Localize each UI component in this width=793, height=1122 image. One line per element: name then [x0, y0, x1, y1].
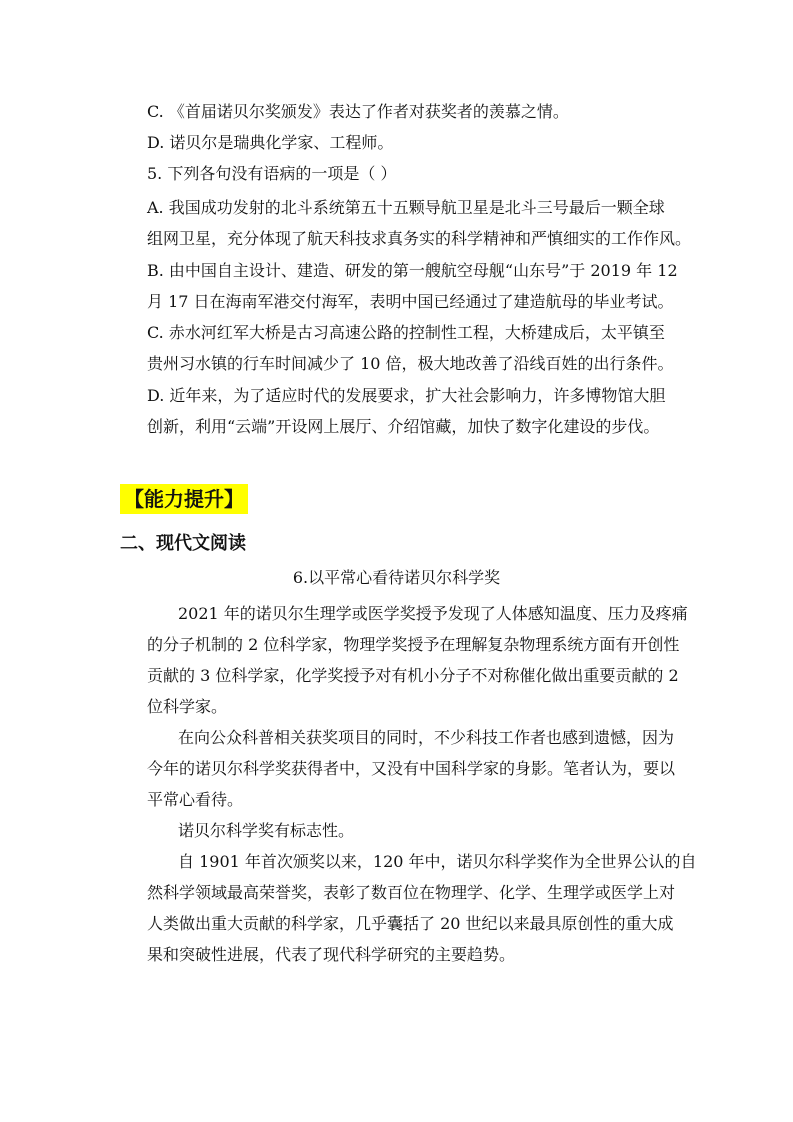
question-5-option-a-line2: 组网卫星，充分体现了航天科技求真务实的科学精神和严慎细实的工作作风。: [147, 229, 692, 248]
article-line: 诺贝尔科学奖有标志性。: [178, 821, 355, 840]
question-5-option-c-line2: 贵州习水镇的行车时间减少了 10 倍，极大地改善了沿线百姓的出行条件。: [147, 354, 674, 373]
ability-badge: 【能力提升】: [120, 484, 248, 514]
article-line: 位科学家。: [147, 697, 228, 716]
question-5-option-a-line1: A. 我国成功发射的北斗系统第五十五颗导航卫星是北斗三号最后一颗全球: [147, 198, 665, 217]
question-5-stem: 5. 下列各句没有语病的一项是（ ）: [147, 164, 397, 183]
article-line: 然科学领域最高荣誉奖，表彰了数百位在物理学、化学、生理学或医学上对: [147, 883, 676, 902]
question-5-option-d-line1: D. 近年来，为了适应时代的发展要求，扩大社会影响力，许多博物馆大胆: [147, 386, 666, 405]
question-5-option-b-line2: 月 17 日在海南军港交付海军，表明中国已经通过了建造航母的毕业考试。: [147, 292, 674, 311]
article-title: 6.以平常心看待诺贝尔科学奖: [292, 568, 501, 587]
question-5-option-b-line1: B. 由中国自主设计、建造、研发的第一艘航空母舰“山东号”于 2019 年 12: [147, 261, 678, 280]
question-5-option-d-line2: 创新，利用“云端”开设网上展厅、介绍馆藏，加快了数字化建设的步伐。: [147, 417, 660, 436]
article-line: 在向公众科普相关获奖项目的同时，不少科技工作者也感到遗憾，因为: [178, 728, 675, 747]
article-line: 2021 年的诺贝尔生理学或医学奖授予发现了人体感知温度、压力及疼痛: [178, 604, 688, 623]
article-line: 的分子机制的 2 位科学家，物理学奖授予在理解复杂物理系统方面有开创性: [147, 635, 680, 654]
article-line: 平常心看待。: [147, 790, 244, 809]
question-5-option-c-line1: C. 赤水河红军大桥是古习高速公路的控制性工程，大桥建成后，太平镇至: [147, 323, 665, 342]
section-heading: 二、现代文阅读: [120, 533, 246, 554]
article-line: 果和突破性进展，代表了现代科学研究的主要趋势。: [147, 945, 516, 964]
option-d-prev: D. 诺贝尔是瑞典化学家、工程师。: [147, 133, 394, 152]
article-line: 贡献的 3 位科学家，化学奖授予对有机小分子不对称催化做出重要贡献的 2: [147, 666, 679, 685]
article-line: 今年的诺贝尔科学奖获得者中，又没有中国科学家的身影。笔者认为，要以: [147, 759, 676, 778]
article-line: 人类做出重大贡献的科学家，几乎囊括了 20 世纪以来最具原创性的重大成: [147, 914, 674, 933]
article-line: 自 1901 年首次颁奖以来，120 年中，诺贝尔科学奖作为全世界公认的自: [178, 852, 697, 871]
option-c-prev: C. 《首届诺贝尔奖颁发》表达了作者对获奖者的羡慕之情。: [147, 102, 569, 121]
